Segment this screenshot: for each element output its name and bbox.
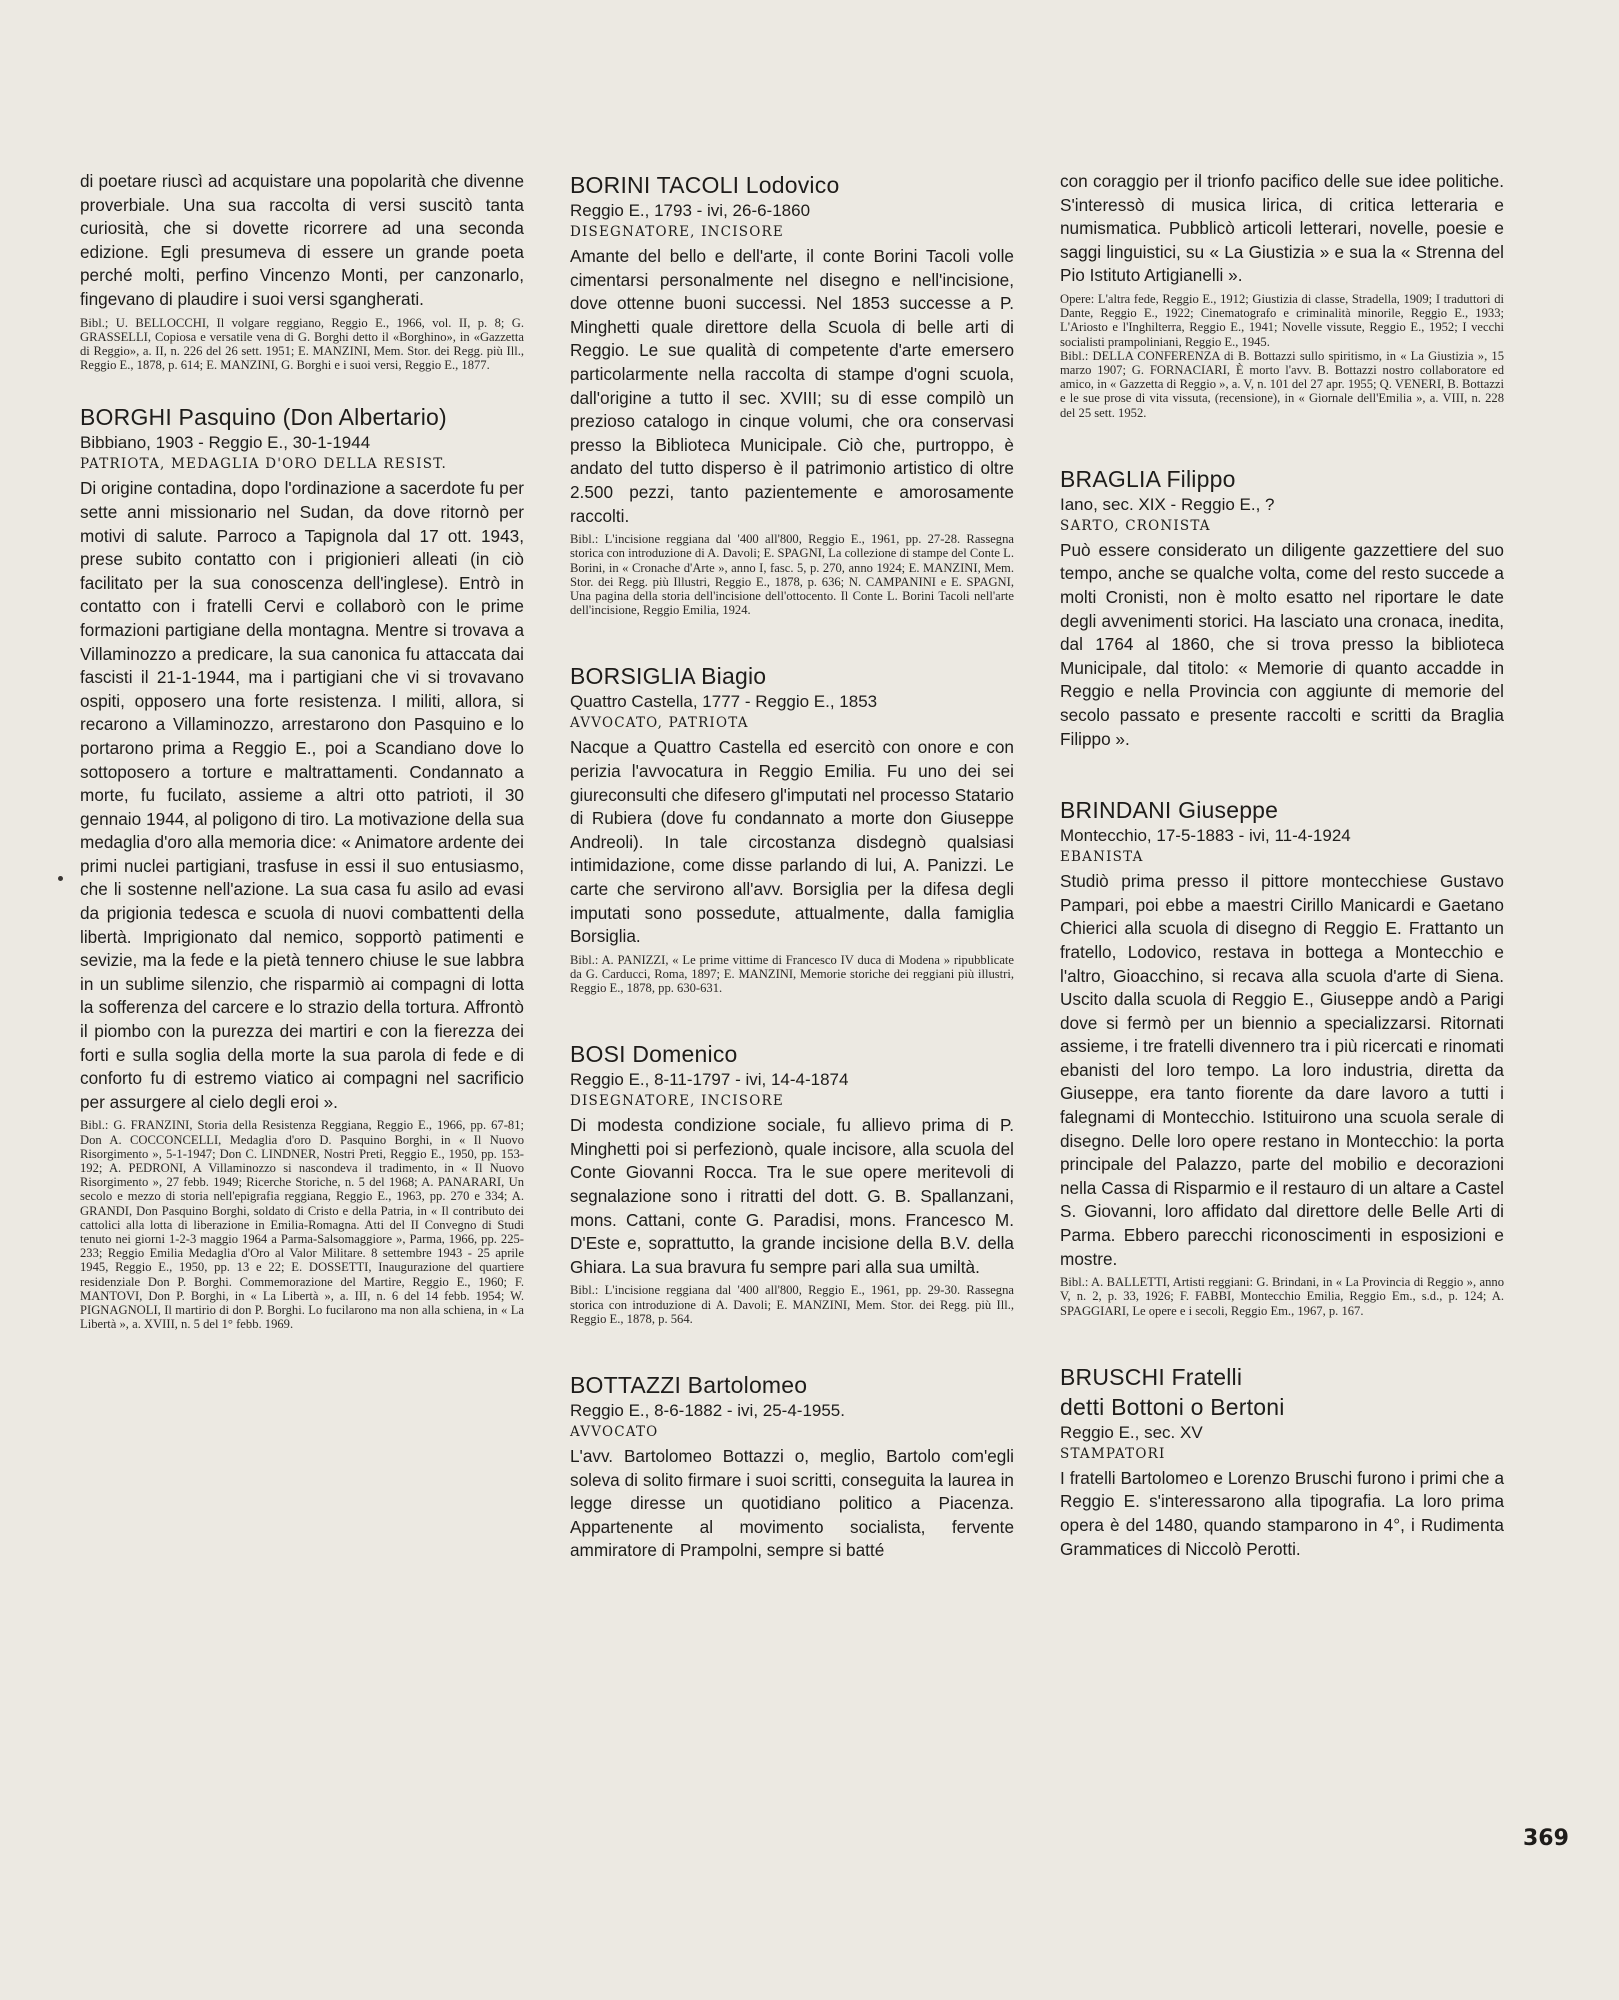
entry-surname: BRINDANI	[1060, 797, 1172, 824]
entry-surname: BORSIGLIA	[570, 663, 695, 690]
entry-text: Di modesta condizione sociale, fu allievo prima di P. Minghetti poi si perfezionò, quale incisore, alla scuola del Conte Giovanni Rocca. Tra le sue opere meritevoli di segnalazione sono i ritratti del dott. G. B. Spallanzani, mons. Cattani, conte G. Paradisi, mons. Francesco M. D'Este e, soprattutto, la grande incisione della B.V. della Ghiara. La sua bravura fu sempre pari alla sua umiltà.	[570, 1115, 1014, 1277]
column-right	[1060, 170, 1504, 1605]
entry-given-name: Lodovico	[745, 172, 840, 198]
entry-borghi	[80, 402, 524, 1331]
entry-occupation: SARTO, CRONISTA	[1060, 517, 1211, 534]
entry-given-name: Giuseppe	[1178, 797, 1279, 824]
entry-occupation: AVVOCATO	[570, 1424, 659, 1441]
entry-text: di poetare riuscì ad acquistare una popolarità che divenne proverbiale. Una sua raccolta di versi suscitò tanta curiosità, che si dovette ricorrere ad una seconda edizione. Egli presumeva di essere un grande poeta perché molti, perfino Vincenzo Monti, per canzonarlo, fingevano di plaudire i suoi versi sgangherati.	[80, 171, 524, 309]
entry-given-name: Fratelli	[1171, 1363, 1243, 1390]
entry-dates: Reggio E., sec. XV	[1060, 1422, 1203, 1442]
entry-heading	[570, 1370, 1014, 1400]
entry-dates: Iano, sec. XIX - Reggio E., ?	[1060, 494, 1275, 514]
page-number: 369	[1523, 1826, 1569, 1851]
entry-bibliography: Bibl.: L'incisione reggiana dal '400 all'800, Reggio E., 1961, pp. 27-28. Rassegna storica con introduzione di A. Davoli; E. SPAGNI, La collezione di stampe del Conte L. Borini, in « Cronache d'Arte », anno I, fasc. 5, p. 270, anno 1924; E. MANZINI, Mem. Stor. dei Regg. più Illustri, Reggio E., 1878, p. 636; N. CAMPANINI e E. SPAGNI, Una pagina della storia dell'incisione dell'ottocento. Il Conte L. Borini Tacoli nell'arte dell'incisione, Reggio Emilia, 1924.	[570, 532, 1014, 618]
entry-bibliography: Bibl.; U. BELLOCCHI, Il volgare reggiano, Reggio E., 1966, vol. II, p. 8; G. GRASSELLI, Copiosa e versatile vena di G. Borghi detto il «Borghino», in «Gazzetta di Reggio», a. II, n. 226 del 26 sett. 1951; E. MANZINI, Mem. Stor. dei Regg. più Ill., Reggio E., 1878, p. 614; E. MANZINI, G. Borghi e i suoi versi, Reggio E., 1877.	[80, 315, 524, 373]
entry-works: Opere: L'altra fede, Reggio E., 1912; Giustizia di classe, Stradella, 1909; I traduttori di Dante, Reggio E., 1922; Cinematografo e criminalità minorile, Reggio E., 1933; L'Ariosto e l'Inghilterra, Reggio E., 1941; Novelle vissute, Reggio E., 1952; I vecchi socialisti prampoliniani, Reggio E., 1945.	[1060, 291, 1504, 349]
entry-braglia	[1060, 464, 1504, 751]
entry-occupation: STAMPATORI	[1060, 1445, 1166, 1462]
column-middle	[570, 170, 1014, 1607]
entry-occupation: EBANISTA	[1060, 849, 1144, 866]
entry-heading	[80, 402, 524, 432]
entry-surname: BORINI TACOLI	[570, 172, 740, 198]
entry-text: L'avv. Bartolomeo Bottazzi o, meglio, Bartolo com'egli soleva di solito firmare i suoi scritti, conseguita la laurea in legge diresse un quotidiano politico a Piacenza. Appartenente al movimento socialista, fervente ammiratore di Prampolni, sempre si batté	[570, 1446, 1014, 1561]
entry-dates: Reggio E., 8-11-1797 - ivi, 14-4-1874	[570, 1070, 849, 1090]
entry-text: Nacque a Quattro Castella ed esercitò con onore e con perizia l'avvocatura in Reggio Emilia. Fu uno dei sei giureconsulti che difesero gl'imputati nel processo Statario di Rubiera (dove fu condannato a morte don Giuseppe Andreoli). In tale circostanza disdegnò qualsiasi intimidazione, come disse parlando di lui, A. Panizzi. Le carte che servirono all'avv. Borsiglia per la difesa degli imputati sono possedute, attualmente, dalla famiglia Borsiglia.	[570, 737, 1014, 947]
entry-bibliography: Bibl.: A. PANIZZI, « Le prime vittime di Francesco IV duca di Modena » ripubblicate da G. Carducci, Roma, 1897; E. MANZINI, Memorie storiche dei reggiani più illustri, Reggio E., 1878, pp. 630-631.	[570, 952, 1014, 996]
entry-heading	[570, 170, 1014, 200]
entry-heading	[1060, 464, 1504, 494]
entry-occupation: AVVOCATO, PATRIOTA	[570, 715, 749, 732]
entry-brindani	[1060, 795, 1504, 1318]
entry-bibliography: Bibl.: A. BALLETTI, Artisti reggiani: G. Brindani, in « La Provincia di Reggio », anno V, n. 2, p. 33, 1926; F. FABBI, Montecchio Emilia, Reggio Em., s.d., p. 124; A. SPAGGIARI, Le opere e i secoli, Reggio Em., 1967, p. 167.	[1060, 1275, 1504, 1318]
entry-occupation: DISEGNATORE, INCISORE	[570, 1093, 784, 1110]
entry-heading	[1060, 1362, 1504, 1392]
entry-surname: BOTTAZZI	[570, 1372, 682, 1399]
entry-continuation	[80, 170, 524, 372]
entry-dates: Reggio E., 8-6-1882 - ivi, 25-4-1955.	[570, 1401, 845, 1421]
entry-heading	[570, 1039, 1014, 1069]
entry-dates: Reggio E., 1793 - ivi, 26-6-1860	[570, 201, 811, 220]
entry-bottazzi-continuation	[1060, 170, 1504, 420]
entry-surname: BRUSCHI	[1060, 1363, 1165, 1390]
margin-mark	[58, 876, 63, 881]
entry-bosi	[570, 1039, 1014, 1326]
entry-text: I fratelli Bartolomeo e Lorenzo Bruschi furono i primi che a Reggio E. s'interessarono alla tipografia. La loro prima opera è del 1480, quando stamparono in 4°, i Rudimenta Grammatices di Niccolò Perotti.	[1060, 1467, 1504, 1559]
entry-surname: BORGHI	[80, 404, 172, 431]
entry-surname: BOSI	[570, 1041, 626, 1068]
column-left	[80, 170, 524, 1375]
entry-dates: Montecchio, 17-5-1883 - ivi, 11-4-1924	[1060, 826, 1351, 846]
entry-heading	[1060, 795, 1504, 825]
entry-bibliography: Bibl.: DELLA CONFERENZA di B. Bottazzi sullo spiritismo, in « La Giustizia », 15 marzo 1907; G. FORNACIARI, È morto l'avv. B. Bottazzi nostro collaboratore ed amico, in « Gazzetta di Reggio », a. V, n. 101 del 27 apr. 1955; Q. VENERI, B. Bottazzi e le sue prose di vita vissuta, (recensione), in « Giornale dell'Emilia », a. VIII, n. 228 del 25 sett. 1952.	[1060, 348, 1504, 420]
entry-text: Può essere considerato un diligente gazzettiere del suo tempo, anche se qualche volta, come del resto succede a molti Cronisti, non è molto esatto nel riportare le date degli avvenimenti storici. Ha lasciato una cronaca, inedita, dal 1764 al 1860, che si trova presso la biblioteca Municipale, dal titolo: « Memorie di quanto accadde in Reggio e nella Provincia con aggiunte di memorie del secolo passato e presente raccolti e scritti da Braglia Filippo ».	[1060, 539, 1504, 749]
entry-dates: Bibbiano, 1903 - Reggio E., 30-1-1944	[80, 433, 371, 453]
entry-given-name: Filippo	[1166, 465, 1236, 492]
entry-heading	[570, 661, 1014, 691]
entry-given-name: Bartolomeo	[687, 1372, 808, 1399]
entry-text: con coraggio per il trionfo pacifico delle sue idee politiche. S'interessò di musica lirica, di critica letteraria e numismatica. Pubblicò articoli letterari, novelle, poesie e saggi linguistici, su « La Giustizia » e sua la « Strenna del Pio Istituto Artigianelli ».	[1060, 171, 1504, 286]
entry-given-name: Domenico	[632, 1041, 738, 1068]
entry-text: Amante del bello e dell'arte, il conte Borini Tacoli volle cimentarsi personalmente nel disegno e nell'incisione, dove ottenne buoni successi. Nel 1853 successe a P. Minghetti quale direttore della Scuola di belle arti di Reggio. Le sue qualità di competente d'arte emersero particolarmente nella raccolta di stampe d'ogni scuola, dall'origine a tutto il sec. XVIII; su di esse compilò un prezioso catalogo in cinque volumi, che ora conservasi presso la Biblioteca Municipale. Ciò che, purtroppo, è andato del tutto disperso è il patrimonio artistico di oltre 2.500 pezzi, tanto pazientemente e amorosamente raccolti.	[570, 246, 1014, 526]
entry-occupation: PATRIOTA, MEDAGLIA D'ORO DELLA RESIST.	[80, 456, 447, 473]
entry-text: Di origine contadina, dopo l'ordinazione a sacerdote fu per sette anni missionario nel Sudan, da dove ritornò per motivi di salute. Parroco a Tapignola dal 17 ott. 1943, prese subito contatto con i prigionieri alleati (in ciò facilitato per la sua conoscenza dell'inglese). Entrò in contatto con i fratelli Cervi e collaborò con le prime formazioni partigiane della montagna. Mentre si trovava a Villaminozzo a predicare, la sua canonica fu attaccata dai fascisti il 21-1-1944, ma i partigiani che vi si trovavano ospiti, opposero una forte resistenza. I militi, allora, si recarono a Villaminozzo, arrestarono don Pasquino e lo portarono prima a Reggio E., poi a Scandiano dove lo sottoposero a torture e maltrattamenti. Condannato a morte, fu fucilato, assieme a altri otto patrioti, il 30 gennaio 1944, al poligono di tiro. La motivazione della sua medaglia d'oro alla memoria dice: « Animatore ardente dei primi nuclei partigiani, trasfuse in essi il suo entusiasmo, che li sostenne nell'azione. La sua casa fu asilo ad evasi da prigionia tedesca e scuola di nuovi combattenti della libertà. Imprigionato dal nemico, sopportò patimenti e sevizie, ma la fede e la pietà tennero chiuse le sue labbra in un sublime silenzio, che risparmiò ai compagni di lotta la sofferenza del carcere e lo strazio della tortura. Affrontò il piombo con la purezza dei martiri e con la fierezza dei forti e sulla soglia della morte la sua parola di fede e di conforto fu di estremo viatico ai compagni nel sacrificio per assurgere al cielo degli eroi ».	[80, 478, 524, 1112]
entry-borsiglia	[570, 661, 1014, 995]
entry-text: Studiò prima presso il pittore montecchiese Gustavo Pampari, poi ebbe a maestri Cirillo Manicardi e Gaetano Chierici alla scuola di disegno di Reggio E. Frattanto un fratello, Lodovico, restava in bottega a Montecchio e l'altro, Gioacchino, si recava alla scuola d'arte di Siena. Uscito dalla scuola di Reggio E., Giuseppe andò a Parigi dove si fermò per un biennio a specializzarsi. Ritornati assieme, i tre fratelli divennero tra i più ricercati e rinomati ebanisti del loro tempo. La loro industria, diretta da Giuseppe, era tanto fiorente da dare lavoro a tutti i falegnami di Montecchio. Istituirono una scuola serale di disegno. Delle loro opere restano in Montecchio: la porta principale del Palazzo, parte del mobilio e decorazioni nella Cassa di Risparmio e il restauro di un altare a Castel S. Giovanni, loro affidato dal direttore delle Belle Arti di Parma. Ebbero parecchi riconoscimenti in esposizioni e mostre.	[1060, 871, 1504, 1269]
entry-bruschi	[1060, 1362, 1504, 1561]
entry-bibliography: Bibl.: G. FRANZINI, Storia della Resistenza Reggiana, Reggio E., 1966, pp. 67-81; Don A. COCCONCELLI, Medaglia d'oro D. Pasquino Borghi, in « Il Nuovo Risorgimento », 5-1-1947; Don C. LINDNER, Nostri Preti, Reggio E., 1950, pp. 153-192; A. PEDRONI, A Villaminozzo si nascondeva il tradimento, in « Il Nuovo Risorgimento », 27 febb. 1949; Ricerche Storiche, n. 5 del 1968; A. PANARARI, Un secolo e mezzo di storia nell'epigrafia reggiana, Reggio E., 1963, pp. 270 e 334; A. GRANDI, Don Pasquino Borghi, soldato di Cristo e della Patria, in « Il contributo dei cattolici alla lotta di liberazione in Emilia-Romagna. Atti del II Convegno di Studi tenuto nei giorni 1-2-3 maggio 1964 a Parma-Salsomaggiore », Parma, 1966, pp. 225-233; Reggio Emilia Medaglia d'Oro al Valor Militare. 8 settembre 1943 - 25 aprile 1945, Reggio E., 1950, pp. 13 e 22; E. DOSSETTI, Inaugurazione del quartiere residenziale Don P. Borghi. Commemorazione del Martire, Reggio E., 1960; F. MANTOVI, Don P. Borghi, in « La Libertà », a. III, n. 6 del 14 febb. 1954; W. PIGNAGNOLI, Il martirio di don P. Borghi. Lo fucilarono ma non alla schiena, in « La Libertà », a. XVIII, n. 5 del 1° febb. 1969.	[80, 1118, 524, 1332]
entry-dates: Quattro Castella, 1777 - Reggio E., 1853	[570, 692, 878, 712]
entry-borini-tacoli	[570, 170, 1014, 617]
entry-given-name: Biagio	[701, 663, 767, 690]
entry-given-name: Pasquino (Don Albertario)	[178, 404, 447, 431]
entry-occupation: DISEGNATORE, INCISORE	[570, 224, 784, 240]
entry-alias: detti Bottoni o Bertoni	[1060, 1393, 1285, 1420]
entry-bibliography: Bibl.: L'incisione reggiana dal '400 all'800, Reggio E., 1961, pp. 29-30. Rassegna storica con introduzione di A. Davoli; E. MANZINI, Mem. Stor. dei Regg. più Ill., Reggio E., 1878, p. 564.	[570, 1283, 1014, 1326]
entry-surname: BRAGLIA	[1060, 465, 1160, 492]
entry-bottazzi	[570, 1370, 1014, 1563]
